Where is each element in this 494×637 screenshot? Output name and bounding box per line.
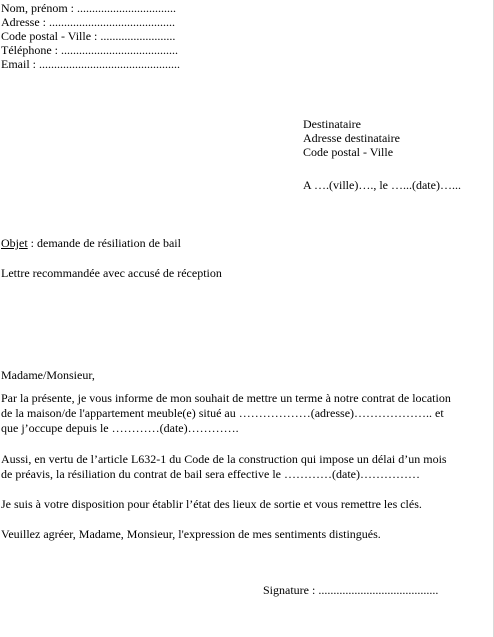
sender-postal-city-line: Code postal - Ville : .........................	[1, 29, 176, 43]
sender-block	[1, 1, 180, 71]
sender-name-line: Nom, prénom : .................................	[1, 1, 176, 15]
paragraph-closing	[1, 527, 481, 542]
registered-mail-note: Lettre recommandée avec accusé de réception	[1, 266, 222, 280]
paragraph-line: Je suis à votre disposition pour établir l’état des lieux de sortie et vous remettre les clés.	[1, 497, 422, 511]
recipient-postal-city: Code postal - Ville	[303, 145, 394, 159]
subject-text: : demande de résiliation de bail	[27, 236, 181, 250]
sender-email-line: Email : ...............................................	[1, 57, 180, 71]
sender-address-line: Adresse : ..........................................	[1, 15, 175, 29]
place-date-line: A ….(ville)…., le …...(date)…...	[303, 178, 461, 192]
paragraph-line: de la maison/de l'appartement meuble(e) situé au ………………(adresse)……………….. et	[1, 406, 444, 420]
recipient-block	[303, 117, 400, 159]
paragraph-legal-notice	[1, 452, 481, 482]
paragraph-line: Veuillez agréer, Madame, Monsieur, l'expression de mes sentiments distingués.	[1, 527, 381, 541]
recipient-name: Destinataire	[303, 117, 361, 131]
salutation: Madame/Monsieur,	[1, 368, 95, 382]
paragraph-line: que j’occupe depuis le …………(date)………….	[1, 421, 239, 435]
sender-phone-line: Téléphone : .......................................	[1, 43, 178, 57]
subject-line	[1, 236, 181, 250]
paragraph-notice	[1, 391, 481, 436]
recipient-address: Adresse destinataire	[303, 131, 400, 145]
paragraph-line: Par la présente, je vous informe de mon souhait de mettre un terme à notre contrat de location	[1, 391, 451, 405]
paragraph-inventory	[1, 497, 481, 512]
paragraph-line: de préavis, la résiliation du contrat de bail sera effective le …………(date)……………	[1, 467, 420, 481]
paragraph-line: Aussi, en vertu de l’article L632-1 du Code de la construction qui impose un délai d’un mois	[1, 452, 447, 466]
signature-line: Signature : ........................................	[263, 583, 439, 597]
subject-label: Objet	[1, 236, 28, 250]
